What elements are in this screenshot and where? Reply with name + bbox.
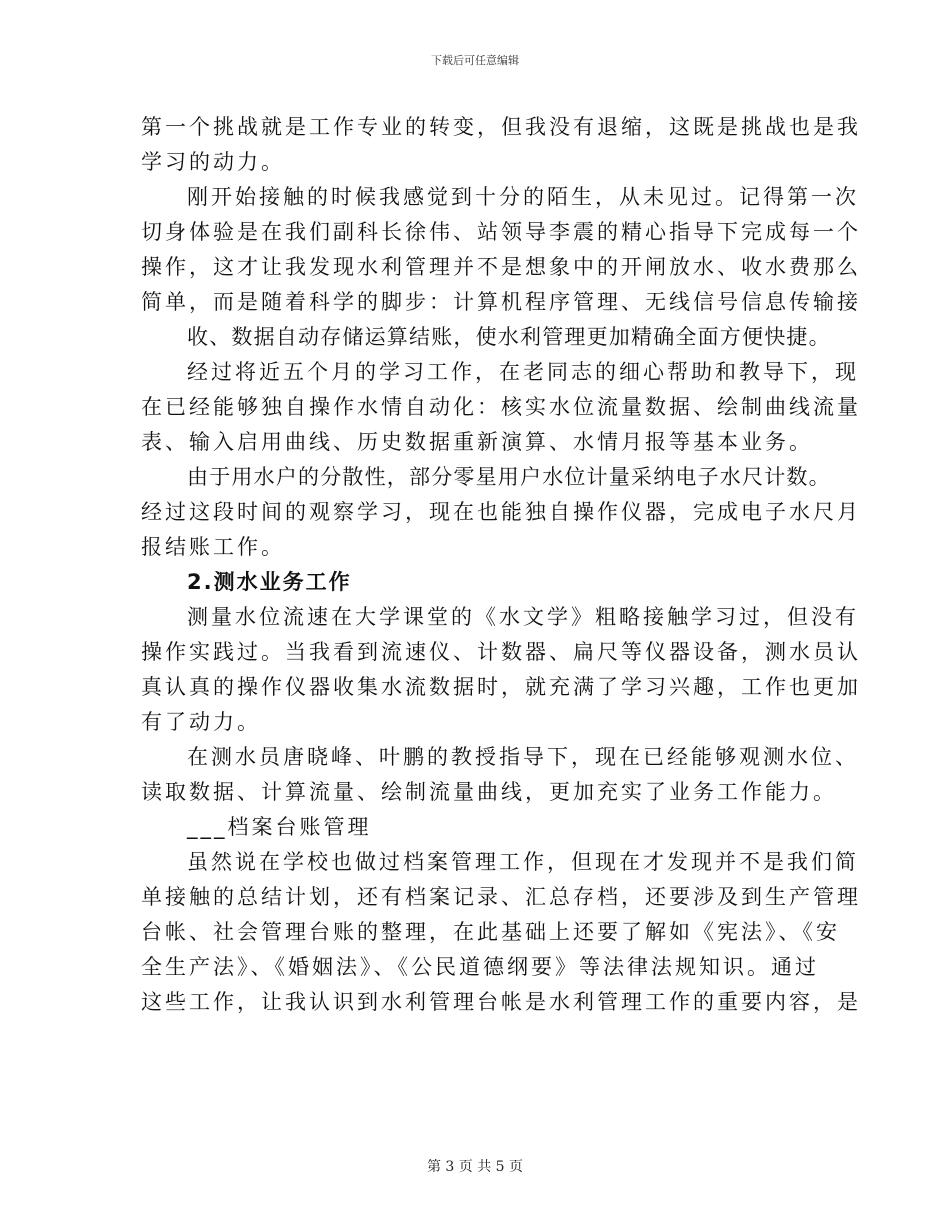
document-body [141, 110, 861, 1020]
text-line: 由于用水户的分散性，部分零星用户水位计量采纳电子水尺计数。 [187, 465, 831, 489]
page-footer: 第 3 页 共 5 页 [426, 1159, 524, 1175]
text-line: 简单，而是随着科学的脚步：计算机程序管理、无线信号信息传输接 [141, 290, 861, 314]
text-line: 真认真的操作仪器收集水流数据时，就充满了学习兴趣，工作也更加 [141, 675, 861, 699]
text-line: 单接触的总结计划，还有档案记录、汇总存档，还要涉及到生产管理 [141, 885, 861, 909]
text-line: 第一个挑战就是工作专业的转变，但我没有退缩，这既是挑战也是我 [141, 115, 861, 139]
section-heading: 2.测水业务工作 [187, 570, 352, 594]
page-header: 下载后可任意编辑 [431, 54, 519, 67]
text-line: ___档案台账管理 [187, 815, 372, 839]
text-line: 在测水员唐晓峰、叶鹏的教授指导下，现在已经能够观测水位、 [187, 745, 859, 769]
text-line: 学习的动力。 [141, 150, 285, 174]
text-line: 在已经能够独自操作水情自动化：核实水位流量数据、绘制曲线流量 [141, 395, 861, 419]
text-line: 经过将近五个月的学习工作，在老同志的细心帮助和教导下，现 [187, 360, 859, 384]
text-line: 操作实践过。当我看到流速仪、计数器、扁尺等仪器设备，测水员认 [141, 640, 861, 664]
text-line: 读取数据、计算流量、绘制流量曲线，更加充实了业务工作能力。 [141, 780, 837, 804]
text-line: 切身体验是在我们副科长徐伟、站领导李震的精心指导下完成每一个 [141, 220, 861, 244]
text-line: 有了动力。 [141, 710, 261, 734]
text-line: 台帐、社会管理台账的整理，在此基础上还要了解如《宪法》、《安 [141, 920, 840, 944]
text-line: 表、输入启用曲线、历史数据重新演算、水情月报等基本业务。 [141, 430, 813, 454]
text-line: 虽然说在学校也做过档案管理工作，但现在才发现并不是我们简 [187, 850, 859, 874]
text-line: 报结账工作。 [141, 535, 285, 559]
text-line: 刚开始接触的时候我感觉到十分的陌生，从未见过。记得第一次 [187, 185, 859, 209]
text-line: 测量水位流速在大学课堂的《水文学》粗略接触学习过，但没有 [187, 605, 859, 629]
text-line: 收、数据自动存储运算结账，使水利管理更加精确全面方便快捷。 [187, 325, 831, 349]
text-line: 经过这段时间的观察学习，现在也能独自操作仪器，完成电子水尺月 [141, 500, 861, 524]
text-line: 全生产法》、《婚姻法》、《公民道德纲要》等法律法规知识。通过 [141, 955, 819, 979]
text-line: 这些工作，让我认识到水利管理台帐是水利管理工作的重要内容，是 [141, 990, 861, 1014]
text-line: 操作，这才让我发现水利管理并不是想象中的开闸放水、收水费那么 [141, 255, 861, 279]
